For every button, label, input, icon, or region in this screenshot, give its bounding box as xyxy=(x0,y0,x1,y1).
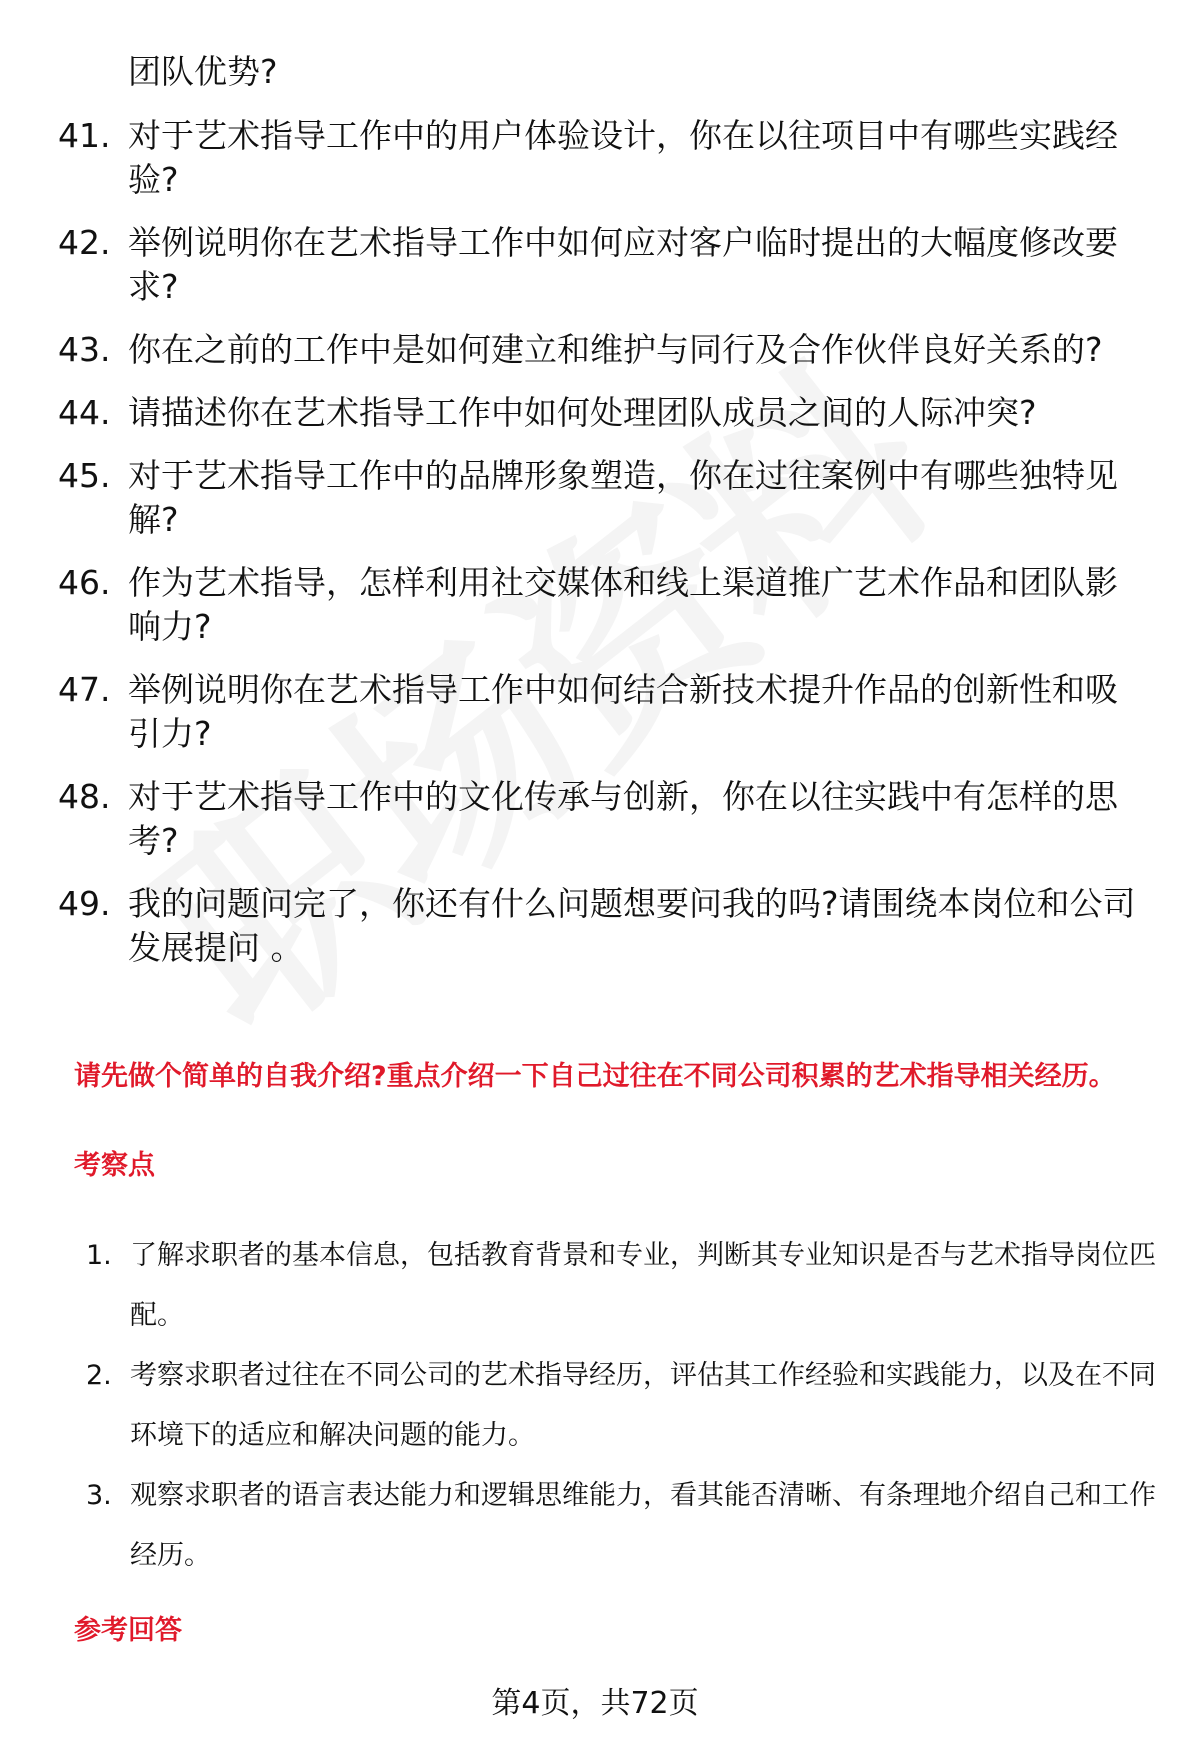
question-item xyxy=(58,391,1158,435)
assessment-label: 考察点 xyxy=(74,1150,155,1181)
question-text: 对于艺术指导工作中的文化传承与创新，你在以往实践中有怎样的思考? xyxy=(128,777,1118,860)
question-item xyxy=(58,114,1158,202)
question-text: 对于艺术指导工作中的品牌形象塑造，你在过往案例中有哪些独特见解? xyxy=(128,456,1118,539)
question-text: 我的问题问完了，你还有什么问题想要问我的吗?请围绕本岗位和公司发展提问 。 xyxy=(128,884,1136,967)
reference-answer-label: 参考回答 xyxy=(74,1615,182,1646)
point-number: 3. xyxy=(86,1480,112,1511)
question-text: 请描述你在艺术指导工作中如何处理团队成员之间的人际冲突? xyxy=(128,393,1037,432)
question-text: 你在之前的工作中是如何建立和维护与同行及合作伙伴良好关系的? xyxy=(128,330,1103,369)
assessment-point xyxy=(86,1466,1166,1586)
question-text: 举例说明你在艺术指导工作中如何结合新技术提升作品的创新性和吸引力? xyxy=(128,670,1118,753)
question-number: 49. xyxy=(58,884,111,923)
point-number: 1. xyxy=(86,1240,112,1271)
question-continuation: 团队优势? xyxy=(128,52,278,91)
question-item xyxy=(58,775,1158,863)
point-text: 了解求职者的基本信息，包括教育背景和专业，判断其专业知识是否与艺术指导岗位匹配。 xyxy=(130,1240,1156,1331)
question-number: 48. xyxy=(58,777,111,816)
question-number: 41. xyxy=(58,116,111,155)
assessment-points xyxy=(86,1226,1166,1586)
question-number: 43. xyxy=(58,330,111,369)
question-text: 对于艺术指导工作中的用户体验设计，你在以往项目中有哪些实践经验? xyxy=(128,116,1118,199)
question-text: 作为艺术指导，怎样利用社交媒体和线上渠道推广艺术作品和团队影响力? xyxy=(128,563,1118,646)
question-item xyxy=(58,561,1158,649)
question-item xyxy=(58,221,1158,309)
point-text: 观察求职者的语言表达能力和逻辑思维能力，看其能否清晰、有条理地介绍自己和工作经历。 xyxy=(130,1480,1156,1571)
question-number: 47. xyxy=(58,670,111,709)
question-list xyxy=(58,114,1158,989)
question-number: 45. xyxy=(58,456,111,495)
main-question: 请先做个简单的自我介绍?重点介绍一下自己过往在不同公司积累的艺术指导相关经历。 xyxy=(74,1061,1116,1092)
question-number: 44. xyxy=(58,393,111,432)
question-item xyxy=(58,454,1158,542)
question-item xyxy=(58,328,1158,372)
assessment-point xyxy=(86,1346,1166,1466)
point-text: 考察求职者过往在不同公司的艺术指导经历，评估其工作经验和实践能力，以及在不同环境下的适应和解决问题的能力。 xyxy=(130,1360,1156,1451)
assessment-point xyxy=(86,1226,1166,1346)
question-item xyxy=(58,882,1158,970)
page-footer: 第4页，共72页 xyxy=(491,1686,699,1721)
question-text: 举例说明你在艺术指导工作中如何应对客户临时提出的大幅度修改要求? xyxy=(128,223,1118,306)
question-item xyxy=(58,668,1158,756)
question-number: 42. xyxy=(58,223,111,262)
point-number: 2. xyxy=(86,1360,112,1391)
question-number: 46. xyxy=(58,563,111,602)
